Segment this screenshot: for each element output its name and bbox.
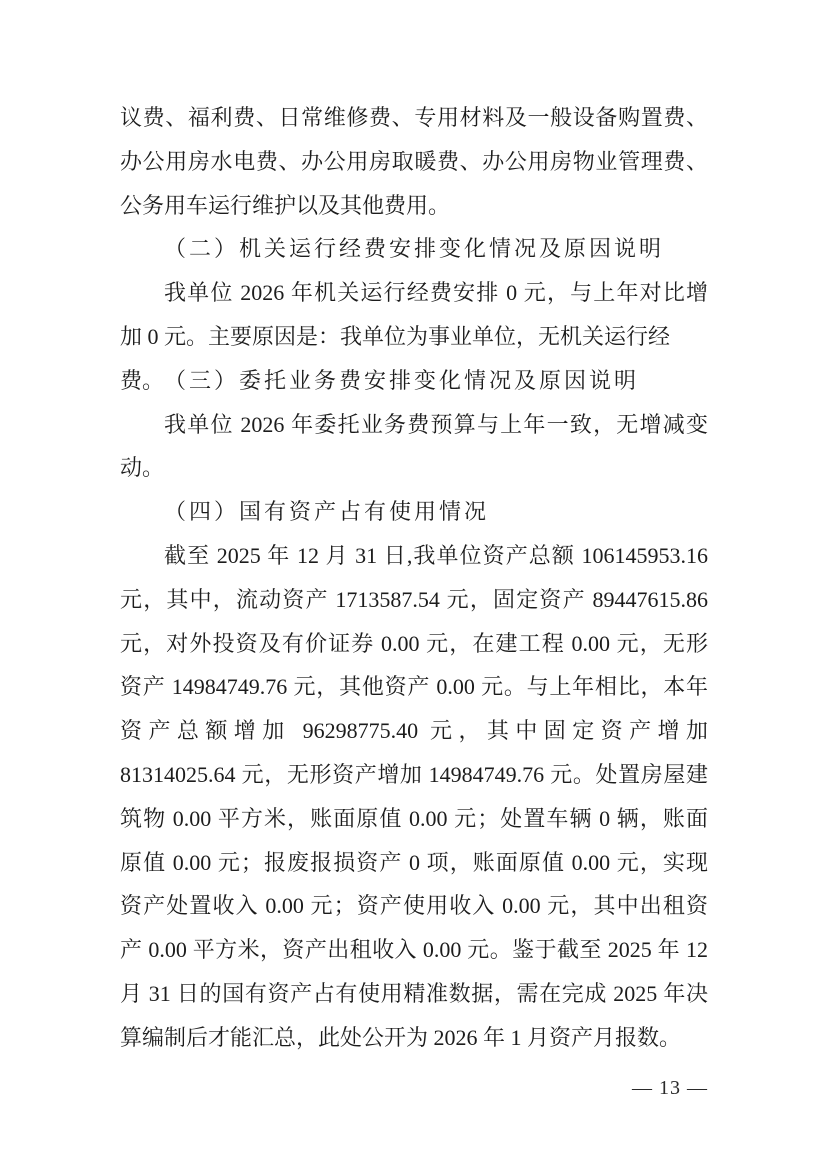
text-line: 截至 2025 年 12 月 31 日,我单位资产总额 106145953.16	[164, 542, 708, 568]
text-line: 算编制后才能汇总，此处公开为 2026 年 1 月资产月报数。	[120, 1024, 682, 1050]
section-heading: （四）国有资产占有使用情况	[164, 499, 490, 525]
text-line: 元，对外投资及有价证券 0.00 元，在建工程 0.00 元，无形	[120, 630, 708, 656]
text-line: 元，其中，流动资产 1713587.54 元，固定资产 89447615.86	[120, 586, 708, 612]
text-line: 我单位 2026 年机关运行经费安排 0 元，与上年对比增	[164, 280, 708, 306]
text-line: 加 0 元。主要原因是：我单位为事业单位，无机关运行经费。	[120, 323, 671, 393]
text-line: 资产处置收入 0.00 元；资产使用收入 0.00 元，其中出租资	[120, 893, 708, 919]
text-line: 资产 14984749.76 元，其他资产 0.00 元。与上年相比，本年	[120, 674, 708, 700]
text-line: 我单位 2026 年委托业务费预算与上年一致，无增减变	[164, 411, 708, 437]
document-body	[120, 96, 708, 1060]
text-line: 议费、福利费、日常维修费、专用材料及一般设备购置费、	[120, 105, 708, 130]
text-line: 81314025.64 元，无形资产增加 14984749.76 元。处置房屋建	[120, 761, 708, 787]
text-line: 办公用房水电费、办公用房取暖费、办公用房物业管理费、	[120, 148, 708, 174]
section-heading: （三）委托业务费安排变化情况及原因说明	[164, 367, 640, 393]
text-line: 产 0.00 平方米，资产出租收入 0.00 元。鉴于截至 2025 年 12	[120, 937, 708, 963]
section-heading: （二）机关运行经费安排变化情况及原因说明	[164, 236, 665, 262]
text-line: 月 31 日的国有资产占有使用精准数据，需在完成 2025 年决	[120, 980, 708, 1006]
text-line: 筑物 0.00 平方米，账面原值 0.00 元；处置车辆 0 辆，账面	[120, 805, 708, 831]
text-line: 动。	[120, 455, 165, 481]
text-line: 资产总额增加 96298775.40 元，其中固定资产增加	[120, 718, 708, 744]
text-line: 公务用车运行维护以及其他费用。	[120, 192, 451, 218]
page-number-label: — 13 —	[632, 1077, 708, 1099]
page-number	[632, 1076, 708, 1100]
text-line: 原值 0.00 元；报废报损资产 0 项，账面原值 0.00 元，实现	[120, 849, 708, 875]
